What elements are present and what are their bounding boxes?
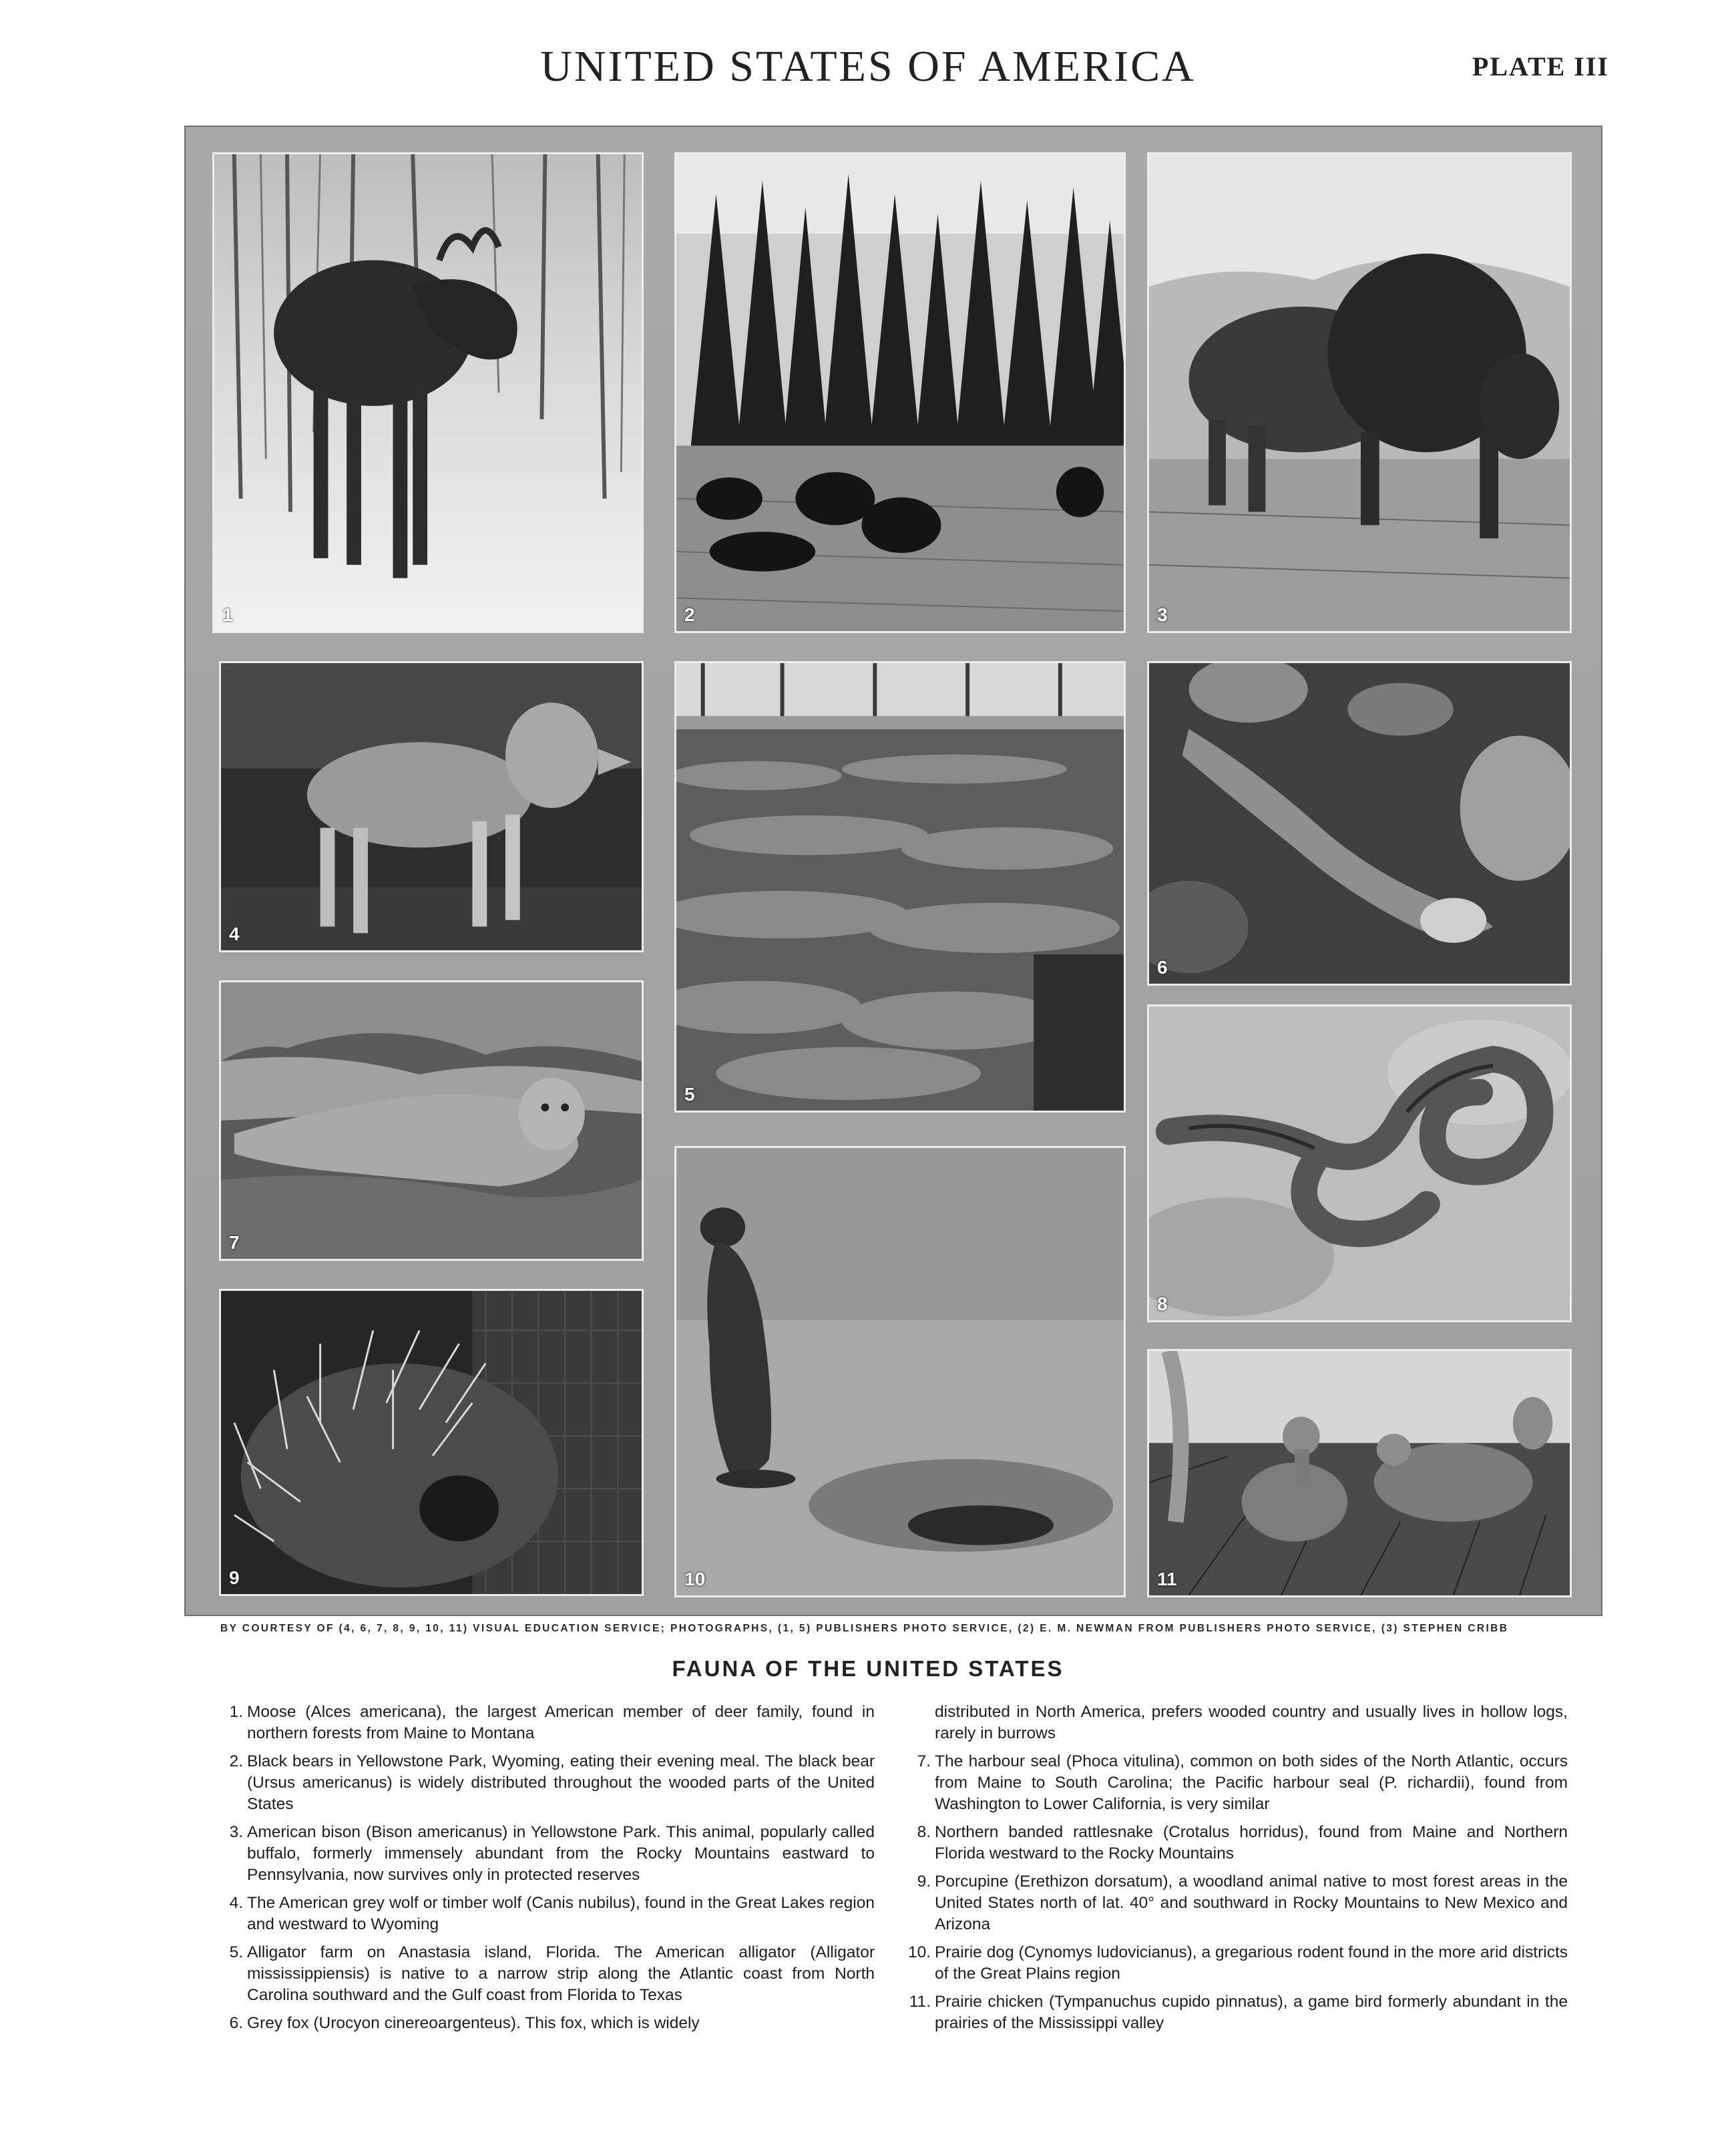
photo-rattlesnake [1147, 1004, 1572, 1322]
prairie-dog-photo-icon [676, 1148, 1124, 1595]
photo-number: 5 [684, 1084, 695, 1105]
caption-item: 6. Grey fox (Urocyon cinereoargenteus). This fox, which is widely [229, 2014, 700, 2032]
caption-continuation: distributed in North America, prefers wooded country and usually lives in hollow logs, rarely in burrows [935, 1703, 1568, 1742]
photo-number: 1 [222, 604, 233, 625]
photo-plate [184, 126, 1602, 1616]
porcupine-photo-icon [221, 1291, 642, 1594]
caption-item: 11. Prairie chicken (Tympanuchus cupido pinnatus), a game bird formerly abundant in the prairies of the Mississippi valley [909, 1993, 1568, 2032]
caption-item: 4. The American grey wolf or timber wolf (Canis nubilus), found in the Great Lakes region and westward to Wyoming [229, 1894, 875, 1933]
caption-item: 2. Black bears in Yellowstone Park, Wyoming, eating their evening meal. The black bear (Ursus americanus) is widely distributed throughout the wooded parts of the United States [229, 1752, 875, 1813]
photo-moose [212, 152, 644, 633]
photo-black-bears [674, 152, 1126, 633]
photo-porcupine [219, 1289, 644, 1596]
photo-prairie-dog [674, 1146, 1126, 1597]
section-title: FAUNA OF THE UNITED STATES [672, 1656, 1064, 1681]
alligators-photo-icon [676, 663, 1124, 1111]
photo-number: 4 [229, 924, 240, 944]
photo-prairie-chicken [1147, 1349, 1572, 1597]
caption-item: 10. Prairie dog (Cynomys ludovicianus), a gregarious rodent found in the more arid districts of the Great Plains region [908, 1943, 1568, 1983]
caption-item: 7. The harbour seal (Phoca vitulina), common on both sides of the North Atlantic, occurs from Maine to South Carolina; the Pacific harbour seal (P. richardii), found from Washington to Lower California, is very similar [917, 1752, 1568, 1813]
prairie-chicken-photo-icon [1149, 1351, 1570, 1595]
caption-item: 8. Northern banded rattlesnake (Crotalus horridus), found from Maine and Northern Florida westward to the Rocky Mountains [917, 1823, 1568, 1863]
caption-item: 1. Moose (Alces americana), the largest American member of deer family, found in northern forests from Maine to Montana [229, 1703, 875, 1742]
caption-item: 5. Alligator farm on Anastasia island, Florida. The American alligator (Alligator mississippiensis) is native to a narrow strip along the Atlantic coast from North Carolina southward and the Gulf coast from Florida to Texas [229, 1943, 875, 2004]
black-bears-photo-icon [676, 154, 1124, 631]
photo-bison [1147, 152, 1572, 633]
harbour-seal-photo-icon [221, 982, 642, 1259]
caption-item: 3. American bison (Bison americanus) in Yellowstone Park. This animal, popularly called buffalo, formerly immensely abundant from the Rocky Mountains eastward to Pennsylvania, now survives only in protected reserves [229, 1823, 875, 1884]
photo-number: 6 [1157, 957, 1168, 978]
photo-number: 2 [684, 604, 695, 625]
photo-number: 9 [229, 1567, 240, 1588]
photo-credits: BY COURTESY OF (4, 6, 7, 8, 9, 10, 11) VISUAL EDUCATION SERVICE; PHOTOGRAPHS, (1, 5) PUBLISHERS PHOTO SERVICE, (2) E. M. NEWMAN FROM PUBLISHERS PHOTO SERVICE, (3) STEPHEN CRIBB [220, 1623, 1509, 1634]
photo-number: 10 [684, 1569, 706, 1589]
plate-label: PLATE III [1472, 51, 1609, 81]
photo-number: 3 [1157, 604, 1168, 625]
photo-grey-fox [1147, 661, 1572, 986]
photo-number: 7 [229, 1232, 240, 1253]
rattlesnake-photo-icon [1149, 1006, 1570, 1320]
page-title: UNITED STATES OF AMERICA [540, 42, 1196, 91]
bison-photo-icon [1149, 154, 1570, 631]
photo-alligators [674, 661, 1126, 1113]
captions-left-column [220, 1702, 875, 2041]
grey-fox-photo-icon [1149, 663, 1570, 984]
photo-number: 8 [1157, 1294, 1168, 1314]
wolf-photo-icon [221, 663, 642, 950]
photo-harbour-seal [219, 980, 644, 1261]
photo-wolf [219, 661, 644, 952]
moose-photo-icon [214, 154, 642, 631]
captions-right-column [908, 1702, 1568, 2041]
caption-item: 9. Porcupine (Erethizon dorsatum), a woodland animal native to most forest areas in the United States north of lat. 40° and southward in Rocky Mountains to New Mexico and Arizona [917, 1873, 1568, 1933]
photo-number: 11 [1157, 1569, 1177, 1589]
